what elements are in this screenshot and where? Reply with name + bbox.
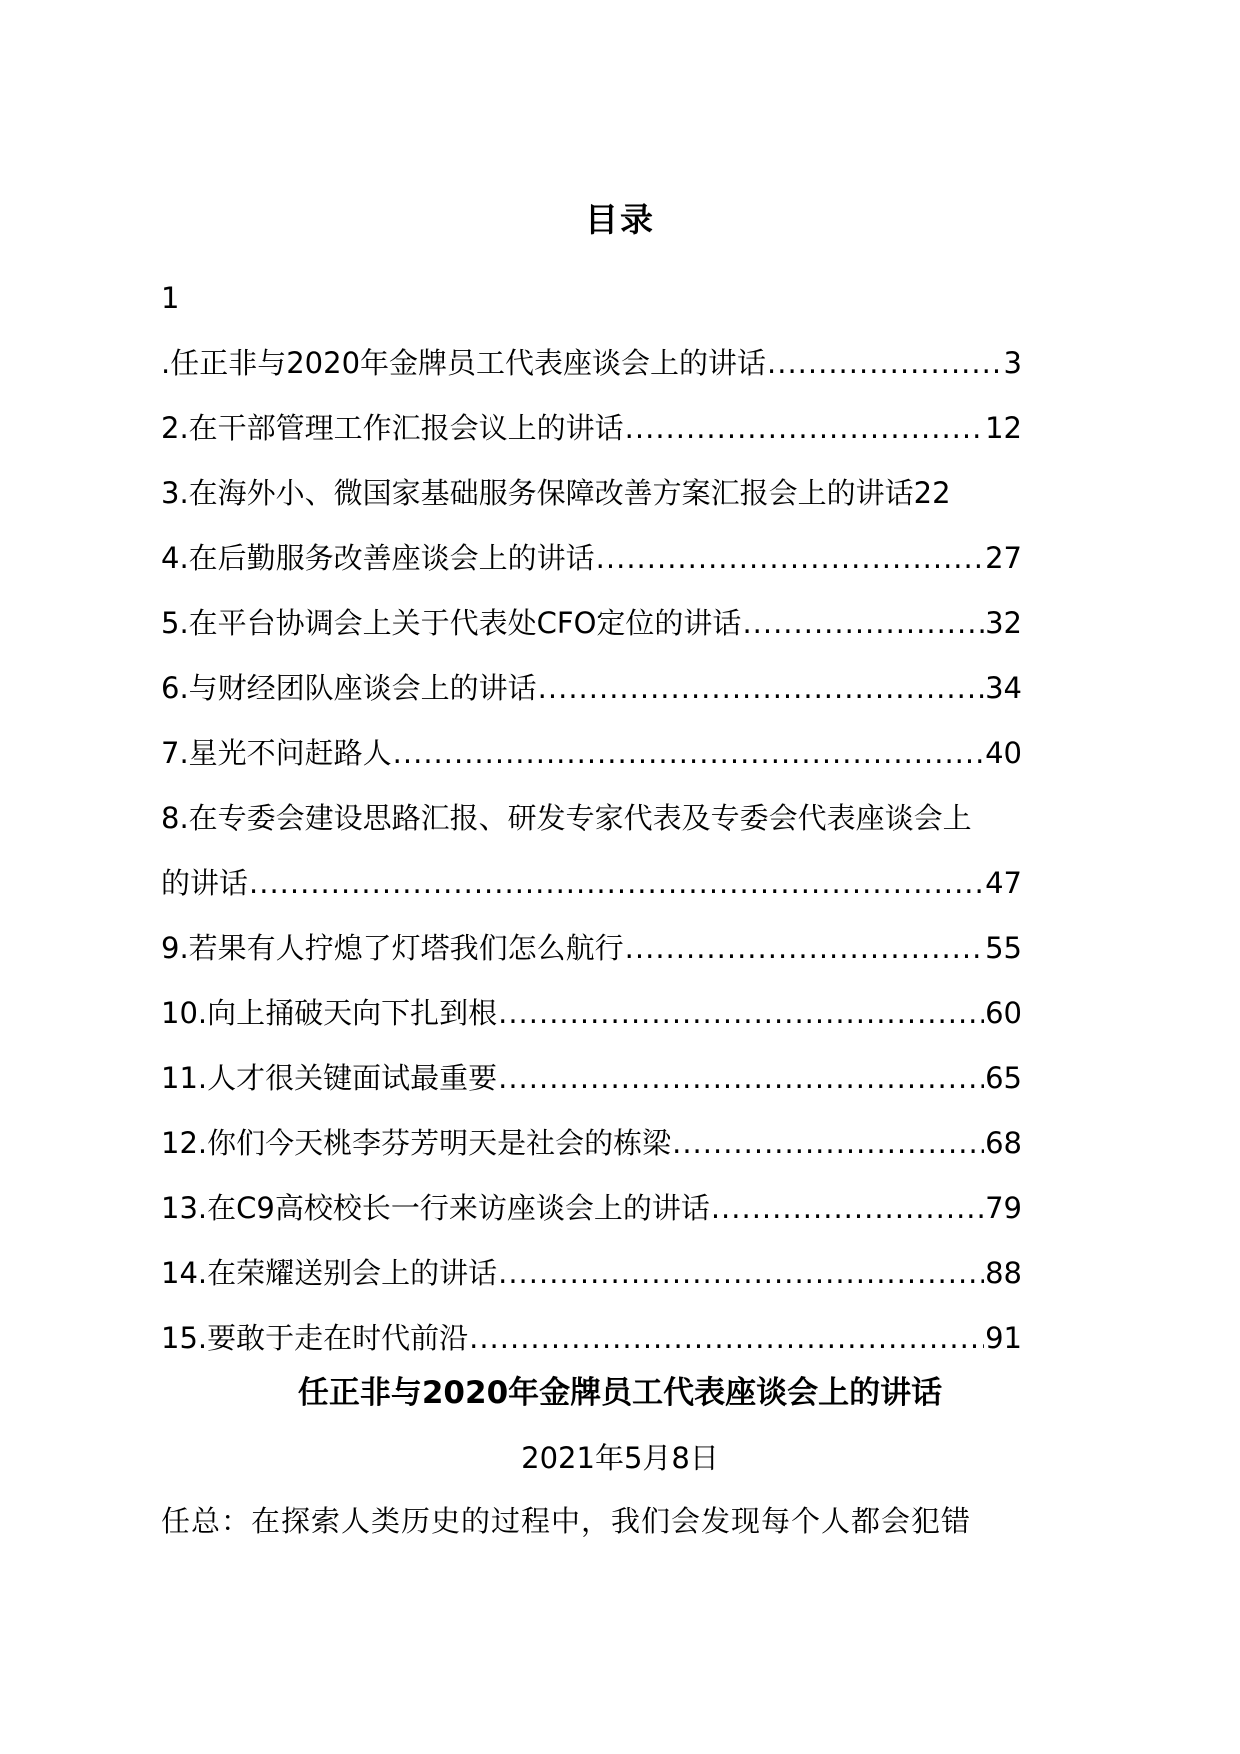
toc-entry-title: 13.在C9高校校长一行来访座谈会上的讲话 [161, 1191, 710, 1225]
toc-leader-dots [538, 656, 984, 721]
toc-entry-title: 9.若果有人拧熄了灯塔我们怎么航行 [161, 931, 624, 965]
toc-entry-10[interactable] [161, 981, 1022, 1046]
toc-entry-8-line1[interactable] [161, 786, 1161, 851]
toc-entry-page: 88 [985, 1256, 1022, 1290]
toc-entry-6[interactable] [161, 656, 1022, 721]
toc-leader-dots [625, 396, 984, 461]
toc-entry-page: 55 [985, 931, 1022, 965]
toc-entry-title: 15.要敢于走在时代前沿 [161, 1321, 469, 1355]
toc-entry-title: 2.在干部管理工作汇报会议上的讲话 [161, 411, 624, 445]
toc-leader-dots [249, 851, 984, 916]
toc-entry-title: 6.与财经团队座谈会上的讲话 [161, 671, 537, 705]
toc-entry-page: 27 [985, 541, 1022, 575]
toc-entry-title: 10.向上捅破天向下扎到根 [161, 996, 498, 1030]
toc-entry-title: 5.在平台协调会上关于代表处CFO定位的讲话 [161, 606, 742, 640]
toc-entry-page: 12 [985, 411, 1022, 445]
toc-entry-3[interactable] [161, 461, 1022, 526]
toc-entry-page: 68 [985, 1126, 1022, 1160]
article-date: 2021年5月8日 [521, 1441, 719, 1475]
toc-leader-dots [711, 1176, 984, 1241]
toc-entry-title: 8.在专委会建设思路汇报、研发专家代表及专委会代表座谈会上 [161, 801, 972, 835]
toc-entry-1[interactable] [161, 331, 1022, 396]
toc-entry-page: 3 [1003, 346, 1022, 380]
toc-leader-dots [393, 721, 984, 786]
toc-entry-7[interactable] [161, 721, 1022, 786]
toc-number-text: 1 [161, 281, 180, 315]
toc-entry-11[interactable] [161, 1046, 1022, 1111]
toc-entry-page: 32 [985, 606, 1022, 640]
toc-leader-dots [498, 1241, 984, 1306]
toc-entry-4[interactable] [161, 526, 1022, 591]
toc-entry-title: .任正非与2020年金牌员工代表座谈会上的讲话 [161, 346, 767, 380]
toc-entry-title: 11.人才很关键面试最重要 [161, 1061, 498, 1095]
toc-leader-dots [596, 526, 984, 591]
toc-entry-page: 79 [985, 1191, 1022, 1225]
toc-leader-dots [469, 1306, 984, 1371]
toc-leader-dots [498, 981, 984, 1046]
toc-entry-page: 47 [985, 866, 1022, 900]
toc-list [161, 266, 1022, 1371]
toc-entry-14[interactable] [161, 1241, 1022, 1306]
toc-leader-dots [742, 591, 984, 656]
toc-entry-title: 14.在荣耀送别会上的讲话 [161, 1256, 498, 1290]
toc-entry-12[interactable] [161, 1111, 1022, 1176]
toc-entry-page: 34 [985, 671, 1022, 705]
toc-entry-title: 3.在海外小、微国家基础服务保障改善方案汇报会上的讲话 [161, 476, 914, 510]
toc-entry-8-line2[interactable] [161, 851, 1022, 916]
toc-entry-page: 40 [985, 736, 1022, 770]
toc-entry-title: 4.在后勤服务改善座谈会上的讲话 [161, 541, 595, 575]
toc-leader-dots [767, 331, 1003, 396]
toc-entry-page: 60 [985, 996, 1022, 1030]
toc-entry-title: 7.星光不问赶路人 [161, 736, 392, 770]
article-title: 任正非与2020年金牌员工代表座谈会上的讲话 [297, 1375, 943, 1411]
toc-entry-page: 22 [913, 476, 951, 510]
toc-title: 目录 [585, 200, 655, 239]
toc-entry-9[interactable] [161, 916, 1022, 981]
toc-entry-page: 65 [985, 1061, 1022, 1095]
toc-entry-13[interactable] [161, 1176, 1022, 1241]
toc-entry-title: 的讲话 [161, 866, 249, 900]
toc-entry-5[interactable] [161, 591, 1022, 656]
toc-leader-dots [625, 916, 984, 981]
toc-entry-title: 12.你们今天桃李芬芳明天是社会的栋梁 [161, 1126, 672, 1160]
toc-entry-2[interactable] [161, 396, 1022, 461]
toc-entry-page: 91 [985, 1321, 1022, 1355]
toc-number-line [161, 266, 1022, 331]
toc-leader-dots [672, 1111, 984, 1176]
toc-entry-15[interactable] [161, 1306, 1022, 1371]
toc-leader-dots [498, 1046, 984, 1111]
article-body-first-line: 任总：在探索人类历史的过程中，我们会发现每个人都会犯错 [161, 1504, 972, 1538]
